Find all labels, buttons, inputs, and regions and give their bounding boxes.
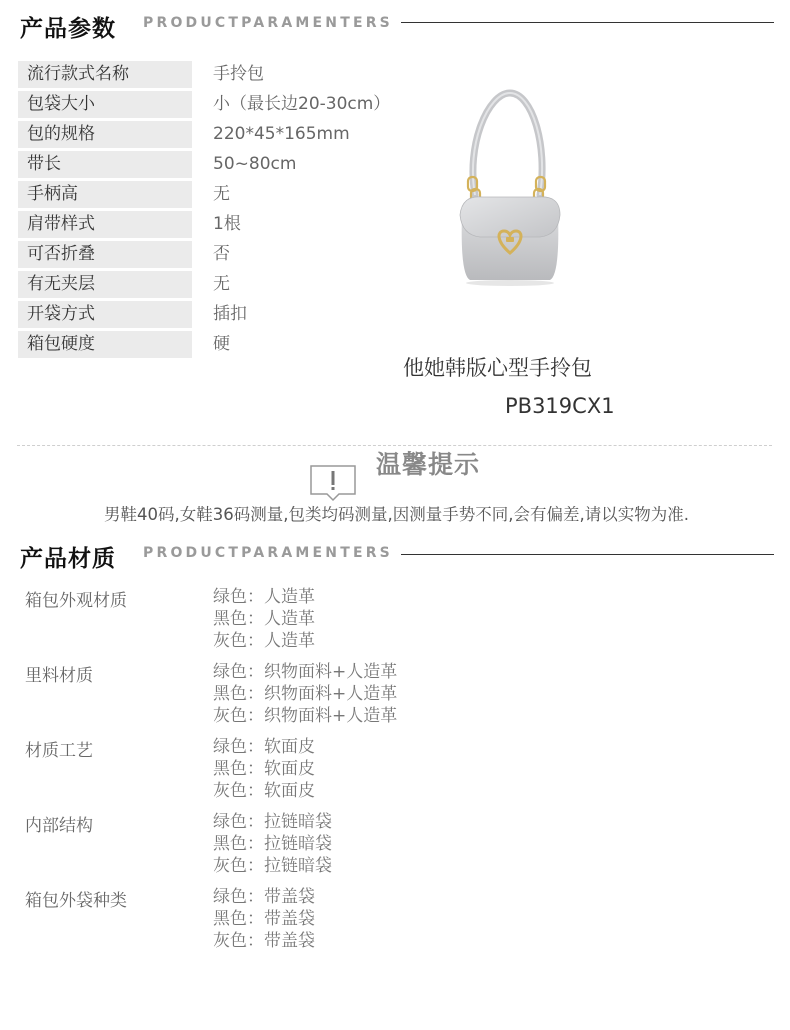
material-label: 箱包外袋种类 (25, 891, 127, 911)
param-value: 1根 (213, 214, 241, 234)
notice-icon (309, 464, 357, 502)
params-section-divider (401, 22, 774, 23)
param-label: 箱包硬度 (18, 331, 192, 358)
material-line: 灰色：拉链暗袋 (213, 856, 332, 876)
material-line: 绿色：人造革 (213, 587, 315, 607)
product-name: 他她韩版心型手拎包 (403, 356, 592, 380)
material-section-title: 产品材质 (20, 546, 116, 572)
material-label: 材质工艺 (25, 741, 93, 761)
param-label: 肩带样式 (18, 211, 192, 238)
param-value: 220*45*165mm (213, 124, 350, 144)
param-label: 开袋方式 (18, 301, 192, 328)
params-section-subtitle: PRODUCTPARAMENTERS (143, 15, 393, 31)
material-line: 黑色：人造革 (213, 609, 315, 629)
params-section-title: 产品参数 (20, 16, 116, 42)
param-label: 手柄高 (18, 181, 192, 208)
material-line: 黑色：带盖袋 (213, 909, 315, 929)
param-value: 硬 (213, 334, 230, 354)
material-label: 内部结构 (25, 816, 93, 836)
tips-title: 温馨提示 (376, 450, 481, 479)
material-line: 黑色：软面皮 (213, 759, 315, 779)
material-line: 绿色：拉链暗袋 (213, 812, 332, 832)
material-line: 灰色：软面皮 (213, 781, 315, 801)
material-line: 灰色：织物面料+人造革 (213, 706, 398, 726)
param-value: 无 (213, 274, 230, 294)
param-value: 小（最长边20-30cm） (213, 94, 391, 114)
material-line: 灰色：带盖袋 (213, 931, 315, 951)
material-line: 黑色：拉链暗袋 (213, 834, 332, 854)
tips-text: 男鞋40码,女鞋36码测量,包类均码测量,因测量手势不同,会有偏差,请以实物为准. (104, 505, 689, 524)
param-value: 无 (213, 184, 230, 204)
param-label: 有无夹层 (18, 271, 192, 298)
material-line: 绿色：织物面料+人造革 (213, 662, 398, 682)
param-label: 可否折叠 (18, 241, 192, 268)
material-section-divider (401, 554, 774, 555)
material-label: 里料材质 (25, 666, 93, 686)
param-value: 否 (213, 244, 230, 264)
param-value: 50~80cm (213, 154, 297, 174)
material-line: 灰色：人造革 (213, 631, 315, 651)
material-line: 绿色：带盖袋 (213, 887, 315, 907)
param-value: 手拎包 (213, 64, 264, 84)
material-line: 绿色：软面皮 (213, 737, 315, 757)
param-label: 包的规格 (18, 121, 192, 148)
param-label: 流行款式名称 (18, 61, 192, 88)
param-label: 带长 (18, 151, 192, 178)
material-line: 黑色：织物面料+人造革 (213, 684, 398, 704)
param-value: 插扣 (213, 304, 247, 324)
product-code: PB319CX1 (505, 394, 615, 418)
param-label: 包袋大小 (18, 91, 192, 118)
product-image (440, 85, 580, 290)
material-section-subtitle: PRODUCTPARAMENTERS (143, 545, 393, 561)
material-label: 箱包外观材质 (25, 591, 127, 611)
